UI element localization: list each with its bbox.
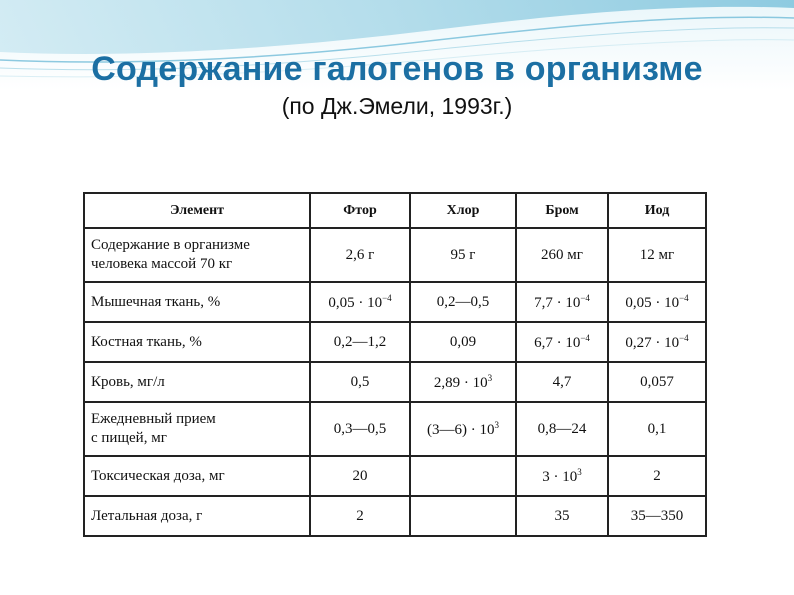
slide-title: Содержание галогенов в организме: [91, 50, 703, 88]
table-cell: $0,05 \cdot 10^{-4}$: [310, 282, 410, 322]
row-label-text: Костная ткань, %: [91, 333, 202, 350]
row-label: [84, 282, 310, 322]
row-label: [84, 362, 310, 402]
table-cell: 12 мг: [608, 228, 706, 282]
table-cell: 0,09: [410, 322, 516, 362]
table-row: [84, 282, 706, 322]
row-label: [84, 228, 310, 282]
table-cell: $6,7 \cdot 10^{-4}$: [516, 322, 608, 362]
row-label-text: Токсическая доза, мг: [91, 467, 225, 484]
table-cell: $3 \cdot 10^3$: [516, 456, 608, 496]
column-header-chlorine: Хлор: [410, 193, 516, 228]
row-label-text: Содержание в организме человека массой 70 кг: [91, 237, 250, 272]
table-cell: 4,7: [516, 362, 608, 402]
column-header-bromine: Бром: [516, 193, 608, 228]
table-row: [84, 228, 706, 282]
table-cell: 0,1: [608, 402, 706, 456]
table-cell: 95 г: [410, 228, 516, 282]
column-header-fluorine: Фтор: [310, 193, 410, 228]
table-cell: 0,2—0,5: [410, 282, 516, 322]
table-cell: 0,057: [608, 362, 706, 402]
halogen-content-table: [83, 192, 707, 537]
table-cell: 2,6 г: [310, 228, 410, 282]
table-cell: 35: [516, 496, 608, 536]
table-cell: 0,8—24: [516, 402, 608, 456]
slide-subtitle: (по Дж.Эмели, 1993г.): [281, 93, 513, 119]
row-label: [84, 496, 310, 536]
table-cell: 35—350: [608, 496, 706, 536]
table-header-row: [84, 193, 706, 228]
table-row: [84, 456, 706, 496]
table-row: [84, 402, 706, 456]
table-cell: 0,3—0,5: [310, 402, 410, 456]
row-label: [84, 402, 310, 456]
row-label-text: Кровь, мг/л: [91, 373, 165, 390]
table-cell: [410, 496, 516, 536]
column-header-element: Элемент: [84, 193, 310, 228]
table-cell: 0,5: [310, 362, 410, 402]
table-cell: 0,2—1,2: [310, 322, 410, 362]
table-cell: $7,7 \cdot 10^{-4}$: [516, 282, 608, 322]
row-label: [84, 456, 310, 496]
row-label-text: Ежедневный прием с пищей, мг: [91, 411, 216, 446]
table-cell: (3—6) · $10^3$: [410, 402, 516, 456]
table-cell: 2: [310, 496, 410, 536]
row-label-text: Мышечная ткань, %: [91, 293, 221, 310]
table-cell: $0,27 \cdot 10^{-4}$: [608, 322, 706, 362]
table-cell: 20: [310, 456, 410, 496]
table-cell: $2,89 \cdot 10^3$: [410, 362, 516, 402]
row-label: [84, 322, 310, 362]
table-cell: 2: [608, 456, 706, 496]
column-header-iodine: Иод: [608, 193, 706, 228]
table-row: [84, 362, 706, 402]
table-cell: $0,05 \cdot 10^{-4}$: [608, 282, 706, 322]
table-cell: 260 мг: [516, 228, 608, 282]
table-cell: [410, 456, 516, 496]
row-label-text: Летальная доза, г: [91, 507, 203, 524]
table-row: [84, 496, 706, 536]
table-row: [84, 322, 706, 362]
